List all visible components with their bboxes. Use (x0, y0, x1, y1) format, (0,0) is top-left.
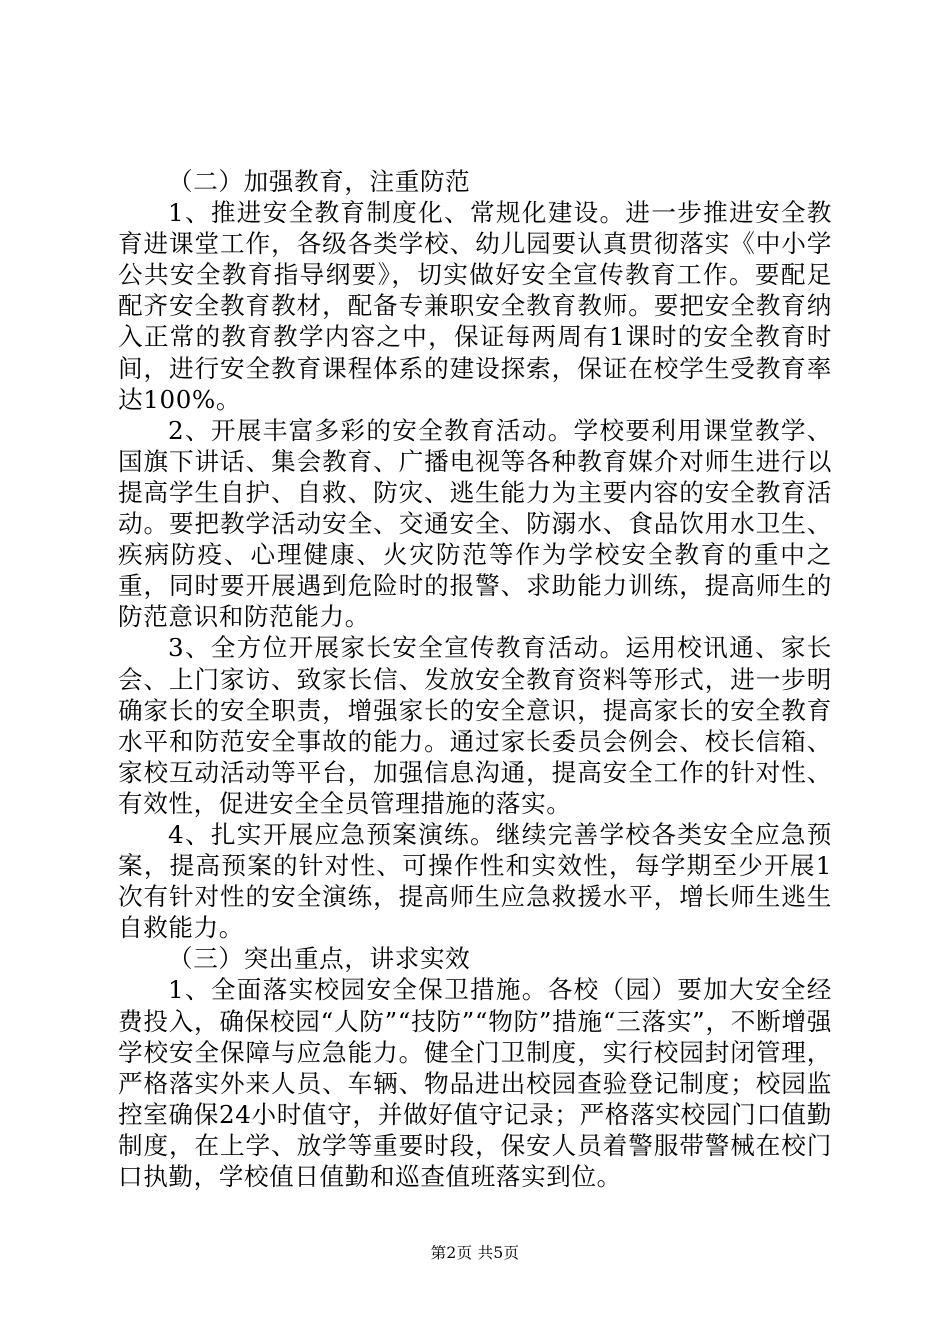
paragraph: 1、推进安全教育制度化、常规化建设。进一步推进安全教育进课堂工作，各级各类学校、幼儿园要认真贯彻落实《中小学公共安全教育指导纲要》，切实做好安全宣传教育工作。要配足配齐安全教育教材，配备专兼职安全教育教师。要把安全教育纳入正常的教育教学内容之中，保证每两周有1课时的安全教育时间，进行安全教育课程体系的建设探索，保证在校学生受教育率达100%。 (118, 198, 832, 414)
section-heading: （三）突出重点，讲求实效 (168, 944, 471, 974)
section-heading: （二）加强教育，注重防范 (168, 167, 471, 196)
paragraph: 2、开展丰富多彩的安全教育活动。学校要利用课堂教学、国旗下讲话、集会教育、广播电视等各种教育媒介对师生进行以提高学生自护、自救、防灾、逃生能力为主要内容的安全教育活动。要把教学活动安全、交通安全、防溺水、食品饮用水卫生、疾病防疫、心理健康、火灾防范等作为学校安全教育的重中之重，同时要开展遇到危险时的报警、求助能力训练，提高师生的防范意识和防范能力。 (118, 415, 832, 632)
document-body (118, 166, 832, 1192)
page-number-footer: 第2页 共5页 (430, 1244, 520, 1262)
paragraph: 4、扎实开展应急预案演练。继续完善学校各类安全应急预案，提高预案的针对性、可操作性和实效性，每学期至少开展1次有针对性的安全演练，提高师生应急救援水平，增长师生逃生自救能力。 (118, 819, 832, 943)
paragraph: 1、全面落实校园安全保卫措施。各校（园）要加大安全经费投入，确保校园“人防”“技防”“物防”措施“三落实”，不断增强学校安全保障与应急能力。健全门卫制度，实行校园封闭管理，严格落实外来人员、车辆、物品进出校园查验登记制度；校园监控室确保24小时值守，并做好值守记录；严格落实校园门口值勤制度，在上学、放学等重要时段，保安人员着警服带警械在校门口执勤，学校值日值勤和巡查值班落实到位。 (118, 975, 832, 1191)
paragraph: 3、全方位开展家长安全宣传教育活动。运用校讯通、家长会、上门家访、致家长信、发放安全教育资料等形式，进一步明确家长的安全职责，增强家长的安全意识，提高家长的安全教育水平和防范安全事故的能力。通过家长委员会例会、校长信箱、家校互动活动等平台，加强信息沟通，提高安全工作的针对性、有效性，促进安全全员管理措施的落实。 (118, 633, 832, 818)
